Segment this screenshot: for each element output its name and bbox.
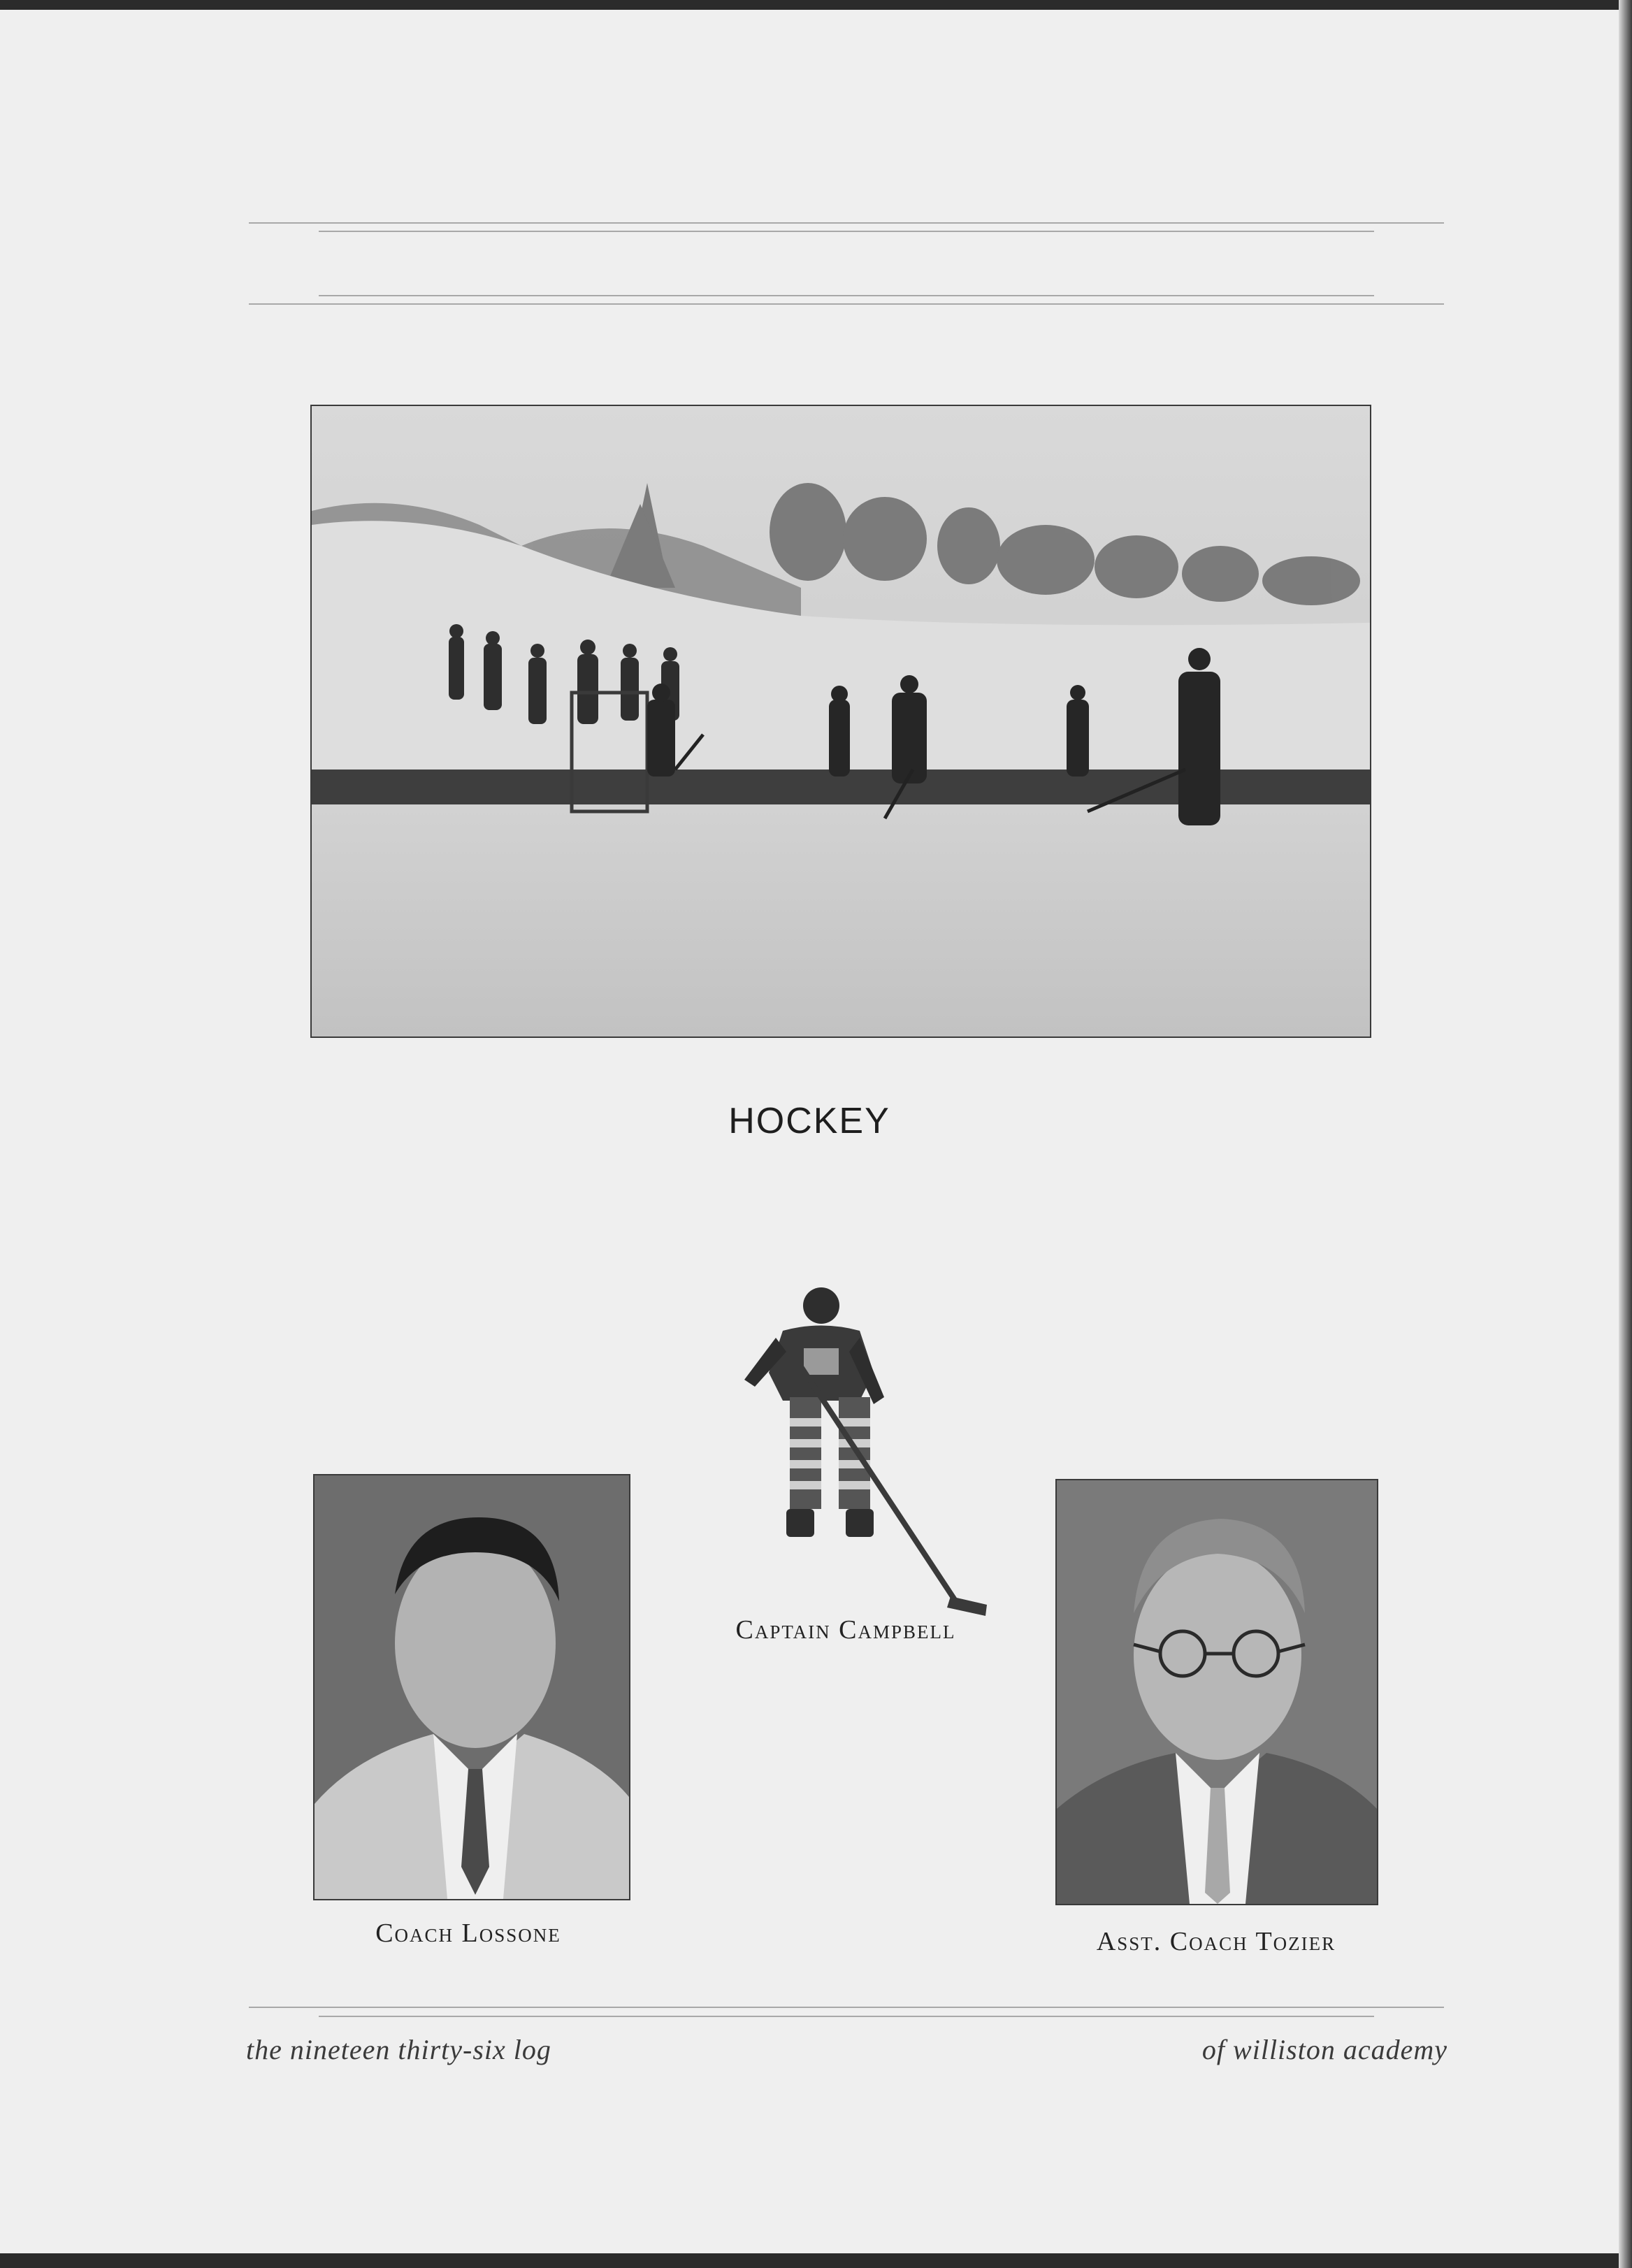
section-title: HOCKEY — [728, 1101, 890, 1141]
top-rule-1 — [249, 222, 1444, 224]
footer-rule-1 — [249, 2007, 1444, 2008]
caption-captain: Captain Campbell — [735, 1615, 956, 1645]
caption-coach: Coach Lossone — [375, 1919, 561, 1948]
footer-rule-2 — [319, 2016, 1374, 2017]
coach-tozier-photo — [1055, 1479, 1378, 1905]
captain-photo — [734, 1282, 992, 1617]
top-rule-3 — [319, 295, 1374, 296]
caption-asst-coach: Asst. Coach Tozier — [1096, 1927, 1336, 1956]
top-rule-2 — [319, 231, 1374, 232]
hockey-game-photo — [310, 405, 1371, 1038]
footer-right: of williston academy — [1201, 2034, 1447, 2065]
top-rule-4 — [249, 303, 1444, 305]
page-edge — [1619, 0, 1632, 2268]
coach-lossone-photo — [313, 1474, 630, 1900]
footer-left: the nineteen thirty-six log — [246, 2034, 551, 2065]
yearbook-page — [0, 10, 1619, 2253]
